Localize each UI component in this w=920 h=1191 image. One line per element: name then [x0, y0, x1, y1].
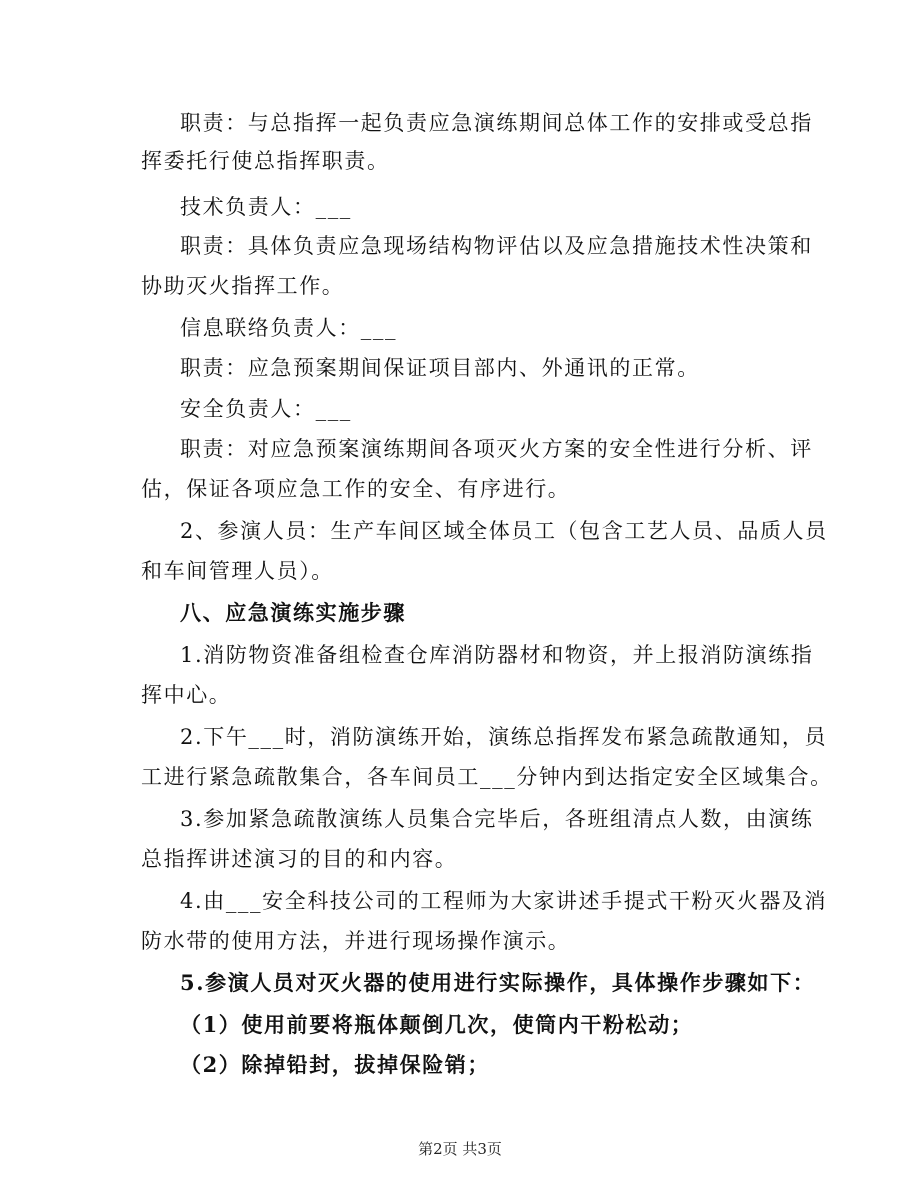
paragraph-line-step-2-cont: 工进行紧急疏散集合，各车间员工___分钟内到达指定安全区域集合。 [141, 765, 833, 789]
paragraph-line-duty-tech: 职责：具体负责应急现场结构物评估以及应急措施技术性决策和 [180, 234, 813, 258]
paragraph-line-safety-lead: 安全负责人：___ [180, 397, 352, 421]
paragraph-line-substep-2: （2）除掉铅封，拔掉保险销； [180, 1052, 491, 1077]
paragraph-line-info-lead: 信息联络负责人：___ [180, 316, 398, 340]
section-heading-drill-steps: 八、应急演练实施步骤 [180, 600, 406, 625]
paragraph-line-step-2: 2.下午___时，消防演练开始，演练总指挥发布紧急疏散通知，员 [180, 725, 828, 749]
paragraph-line-duty-info: 职责：应急预案期间保证项目部内、外通讯的正常。 [180, 356, 700, 380]
paragraph-line-step-3: 3.参加紧急疏散演练人员集合完毕后，各班组清点人数，由演练 [180, 807, 814, 831]
paragraph-line-participants-cont: 和车间管理人员）。 [141, 559, 334, 583]
paragraph-line-duty-tech-cont: 协助灭火指挥工作。 [141, 274, 345, 298]
paragraph-line-step-4: 4.由___安全科技公司的工程师为大家讲述手提式干粉灭火器及消 [180, 889, 828, 913]
paragraph-line-duty-safety: 职责：对应急预案演练期间各项灭火方案的安全性进行分析、评 [180, 437, 813, 461]
paragraph-line-step-3-cont: 总指挥讲述演习的目的和内容。 [141, 847, 458, 871]
paragraph-line-duty-deputy: 职责：与总指挥一起负责应急演练期间总体工作的安排或受总指 [180, 111, 813, 135]
paragraph-line-step-4-cont: 防水带的使用方法，并进行现场操作演示。 [141, 929, 571, 953]
paragraph-line-participants: 2、参演人员：生产车间区域全体员工（包含工艺人员、品质人员 [180, 519, 828, 543]
paragraph-line-duty-deputy-cont: 挥委托行使总指挥职责。 [141, 149, 390, 173]
paragraph-line-duty-safety-cont: 估，保证各项应急工作的安全、有序进行。 [141, 477, 571, 501]
paragraph-line-step-5: 5.参演人员对灭火器的使用进行实际操作，具体操作步骤如下： [180, 970, 816, 995]
paragraph-line-step-1: 1.消防物资准备组检查仓库消防器材和物资，并上报消防演练指 [180, 643, 814, 667]
paragraph-line-substep-1: （1）使用前要将瓶体颠倒几次，使筒内干粉松动； [180, 1012, 694, 1037]
page-number-footer: 第2页 共3页 [418, 1140, 502, 1158]
paragraph-line-step-1-cont: 挥中心。 [141, 683, 232, 707]
paragraph-line-tech-lead: 技术负责人：___ [180, 195, 352, 219]
